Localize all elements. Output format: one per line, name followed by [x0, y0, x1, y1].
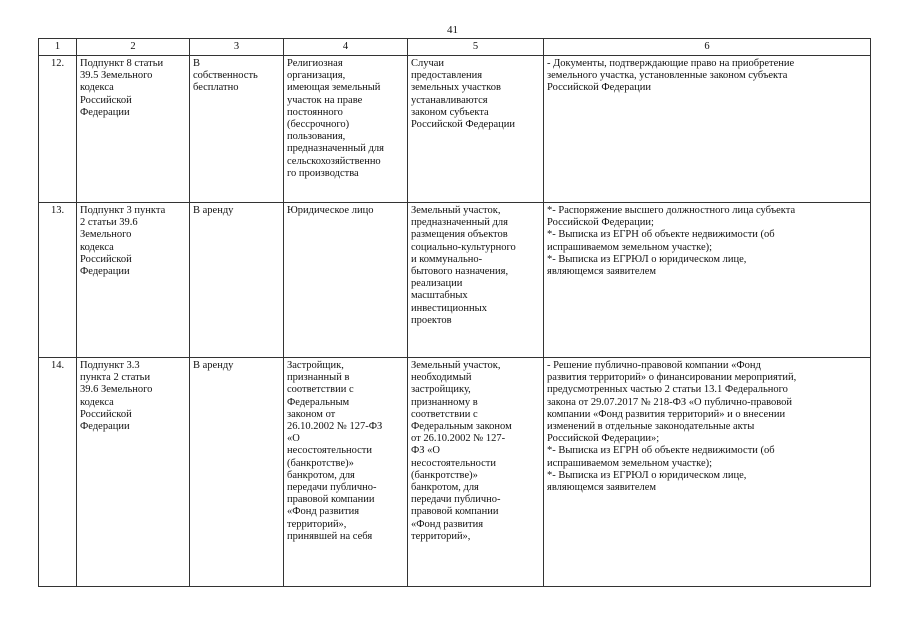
cell-text-line: го производства — [287, 167, 359, 179]
applicant-cell — [284, 358, 408, 587]
cell-text-line: Российской Федерации»; — [547, 433, 660, 445]
cell-text-line: территорий», — [411, 530, 471, 542]
cell-text-line: (банкротстве)» — [411, 469, 478, 481]
right-type-cell — [190, 358, 284, 587]
cell-text-line: социально-культурного — [411, 241, 516, 253]
column-header: 5 — [408, 39, 544, 56]
cell-text-line: кодекса — [80, 241, 114, 253]
cell-text-line: признанному в — [411, 396, 478, 408]
cell-text-line: инвестиционных — [411, 302, 487, 314]
table-row — [39, 56, 871, 203]
column-header: 2 — [77, 39, 190, 56]
cell-text-line: 39.6 Земельного — [80, 384, 153, 396]
applicant-cell — [284, 56, 408, 203]
cell-text-line: (банкротстве)» — [287, 457, 354, 469]
legal-basis-cell — [77, 56, 190, 203]
cell-text-line: несостоятельности — [287, 445, 372, 457]
cell-text-line: Подпункт 3.3 — [80, 360, 140, 371]
column-header: 3 — [190, 39, 284, 56]
cell-text-line: *- Выписка из ЕГРЮЛ о юридическом лице, — [547, 253, 747, 265]
cell-text-line: соответствии с — [287, 384, 354, 396]
cell-text-line: *- Выписка из ЕГРН об объекте недвижимости (об — [547, 445, 775, 457]
column-header: 4 — [284, 39, 408, 56]
cell-text-line: от 26.10.2002 № 127- — [411, 433, 506, 445]
cell-text-line: *- Выписка из ЕГРН об объекте недвижимости (об — [547, 229, 775, 241]
cell-text-line: бесплатно — [193, 82, 239, 94]
row-number-cell: 12. — [39, 56, 77, 203]
document-table — [38, 38, 871, 587]
cell-text-line: Подпункт 3 пункта — [80, 205, 166, 216]
cell-text-line: Федеральным — [287, 396, 350, 408]
cell-text-line: «Фонд развития — [411, 518, 484, 530]
land-plot-cell — [408, 358, 544, 587]
cell-text-line: предоставления — [411, 70, 483, 82]
cell-text-line: Федерации — [80, 266, 130, 278]
column-header: 6 — [544, 39, 871, 56]
cell-text-line: 26.10.2002 № 127-ФЗ — [287, 421, 383, 433]
cell-text-line: Федерации — [80, 106, 130, 118]
documents-cell — [544, 358, 871, 587]
cell-text-line: 2 статьи 39.6 — [80, 217, 138, 229]
table-row — [39, 358, 871, 587]
cell-text-line: передачи публично- — [287, 482, 377, 494]
applicant-cell — [284, 203, 408, 358]
cell-text-line: закона от 29.07.2017 № 218-ФЗ «О публично-правовой — [547, 396, 792, 408]
cell-text-line: правовой компании — [287, 494, 375, 506]
cell-text-line: территорий», — [287, 518, 347, 530]
cell-text-line: являющемся заявителем — [547, 482, 657, 494]
documents-cell — [544, 56, 871, 203]
cell-text-line: В аренду — [193, 205, 234, 216]
cell-text-line: Федерации — [80, 421, 130, 433]
cell-text-line: «Фонд развития — [287, 506, 360, 518]
cell-text-line: передачи публично- — [411, 494, 501, 506]
cell-text-line: масштабных — [411, 290, 468, 302]
cell-text-line: Религиозная — [287, 58, 343, 69]
cell-text-line: бытового назначения, — [411, 266, 509, 278]
cell-text-line: *- Выписка из ЕГРЮЛ о юридическом лице, — [547, 469, 747, 481]
cell-text-line: Российской — [80, 408, 132, 420]
cell-text-line: испрашиваемом земельном участке); — [547, 457, 713, 469]
column-header: 1 — [39, 39, 77, 56]
cell-text-line: правовой компании — [411, 506, 499, 518]
page-number: 41 — [447, 24, 458, 36]
cell-text-line: предусмотренных частью 2 статьи 13.1 Федерального — [547, 384, 788, 396]
cell-text-line: проектов — [411, 314, 452, 326]
land-plot-cell — [408, 203, 544, 358]
cell-text-line: земельного участка, установленные законом субъекта — [547, 70, 788, 82]
documents-cell — [544, 203, 871, 358]
cell-text-line: предназначенный для — [411, 217, 508, 229]
cell-text-line: являющемся заявителем — [547, 266, 657, 278]
cell-text-line: предназначенный для — [287, 143, 384, 155]
land-plot-cell — [408, 56, 544, 203]
cell-text-line: соответствии с — [411, 408, 478, 420]
cell-text-line: «О — [287, 433, 300, 445]
cell-text-line: сельскохозяйственно — [287, 155, 381, 167]
cell-text-line: законом от — [287, 408, 336, 420]
cell-text-line: Земельный участок, — [411, 360, 501, 371]
cell-text-line: законом субъекта — [411, 106, 489, 118]
legal-basis-cell — [77, 203, 190, 358]
cell-text-line: застройщику, — [411, 384, 471, 396]
legal-basis-cell — [77, 358, 190, 587]
cell-text-line: участок на праве — [287, 94, 363, 106]
cell-text-line: компании «Фонд развития территорий» и о внесении — [547, 408, 786, 420]
cell-text-line: Земельного — [80, 229, 132, 241]
cell-text-line: В — [193, 58, 201, 69]
cell-text-line: Федеральным законом — [411, 421, 512, 433]
cell-text-line: и коммунально- — [411, 253, 483, 265]
cell-text-line: Российской — [80, 94, 132, 106]
cell-text-line: принявшей на себя — [287, 530, 373, 542]
right-type-cell — [190, 203, 284, 358]
cell-text-line: Российской Федерации — [547, 82, 651, 94]
cell-text-line: испрашиваемом земельном участке); — [547, 241, 713, 253]
page-clip — [0, 600, 905, 640]
cell-text-line: земельных участков — [411, 82, 501, 94]
cell-text-line: Случаи — [411, 58, 445, 69]
cell-text-line: признанный в — [287, 372, 350, 384]
cell-text-line: кодекса — [80, 82, 114, 94]
cell-text-line: В аренду — [193, 360, 234, 371]
cell-text-line: банкротом, для — [411, 482, 479, 494]
cell-text-line: изменений в отдельные законодательные акты — [547, 421, 755, 433]
cell-text-line: ФЗ «О — [411, 445, 441, 457]
cell-text-line: - Решение публично-правовой компании «Фонд — [547, 360, 761, 371]
right-type-cell — [190, 56, 284, 203]
cell-text-line: *- Распоряжение высшего должностного лица субъекта — [547, 205, 796, 216]
cell-text-line: устанавливаются — [411, 94, 488, 106]
cell-text-line: 39.5 Земельного — [80, 70, 153, 82]
cell-text-line: необходимый — [411, 372, 472, 384]
cell-text-line: Российской — [80, 253, 132, 265]
cell-text-line: Юридическое лицо — [287, 205, 374, 216]
cell-text-line: Подпункт 8 статьи — [80, 58, 164, 69]
cell-text-line: кодекса — [80, 396, 114, 408]
cell-text-line: Земельный участок, — [411, 205, 501, 216]
cell-text-line: собственность — [193, 70, 258, 82]
cell-text-line: Российской Федерации; — [547, 217, 654, 229]
row-number-cell: 13. — [39, 203, 77, 358]
table-header-row — [39, 39, 871, 56]
cell-text-line: Российской Федерации — [411, 119, 515, 131]
cell-text-line: имеющая земельный — [287, 82, 381, 94]
cell-text-line: банкротом, для — [287, 469, 355, 481]
cell-text-line: организация, — [287, 70, 346, 82]
cell-text-line: пользования, — [287, 131, 346, 143]
cell-text-line: пункта 2 статьи — [80, 372, 151, 384]
cell-text-line: несостоятельности — [411, 457, 496, 469]
cell-text-line: реализации — [411, 278, 463, 290]
cell-text-line: развития территорий» о финансировании мероприятий, — [547, 372, 797, 384]
table-row — [39, 203, 871, 358]
cell-text-line: Застройщик, — [287, 360, 344, 371]
cell-text-line: (бессрочного) — [287, 119, 350, 131]
cell-text-line: размещения объектов — [411, 229, 508, 241]
row-number-cell: 14. — [39, 358, 77, 587]
cell-text-line: постоянного — [287, 106, 343, 118]
cell-text-line: - Документы, подтверждающие право на приобретение — [547, 58, 795, 69]
